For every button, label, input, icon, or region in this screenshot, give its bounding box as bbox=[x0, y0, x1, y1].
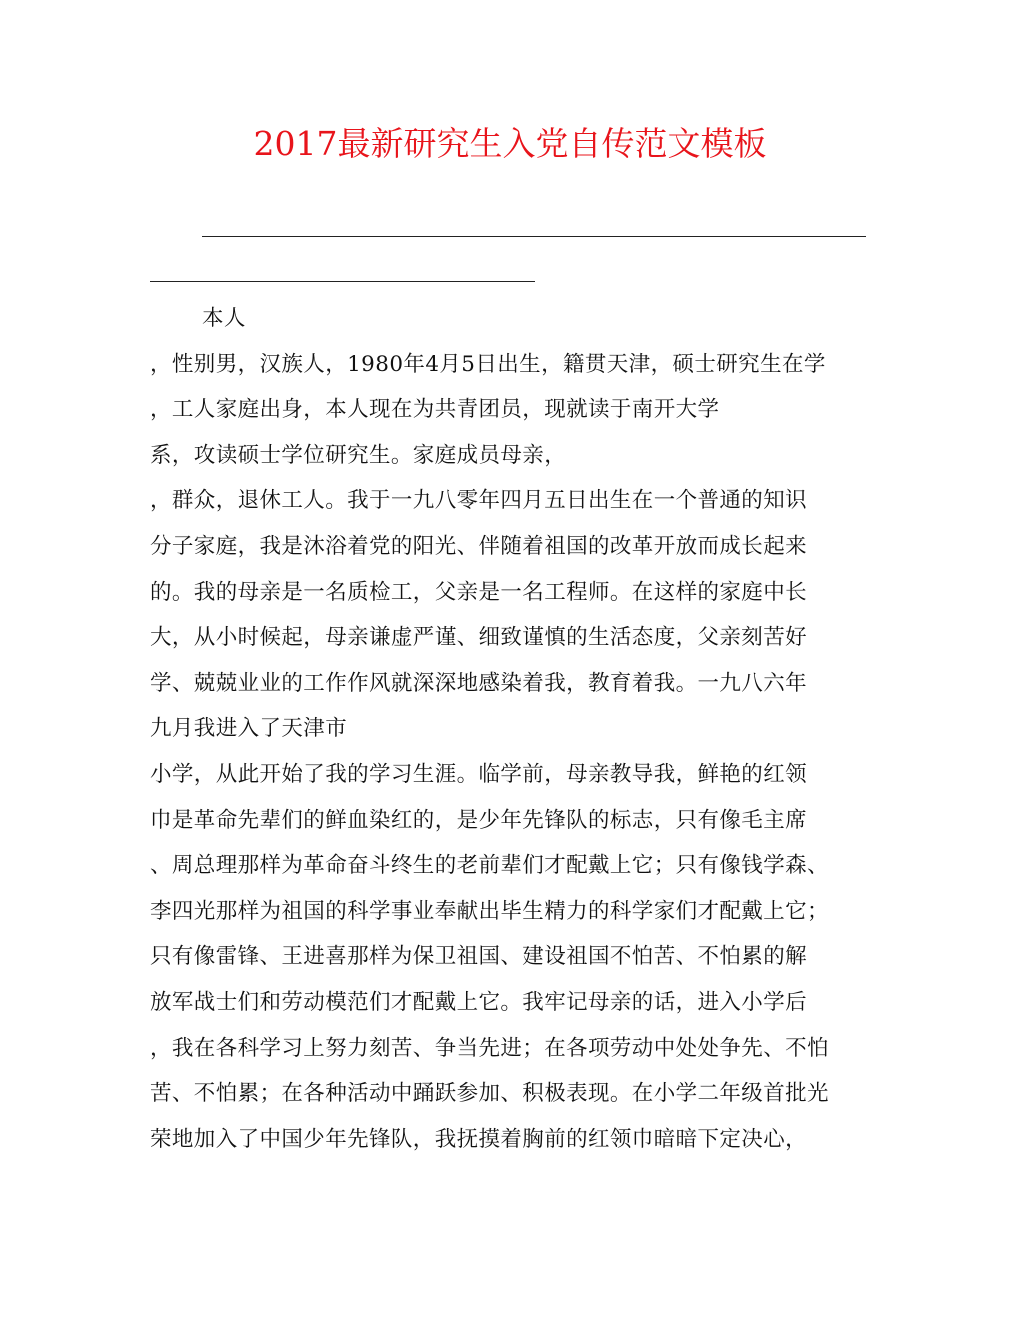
document-title: 2017最新研究生入党自传范文模板 bbox=[253, 124, 767, 163]
body-line: 只有像雷锋、王进喜那样为保卫祖国、建设祖国不怕苦、不怕累的解 bbox=[150, 944, 808, 970]
blank-underline-1 bbox=[202, 236, 866, 237]
body-line: 、周总理那样为革命奋斗终生的老前辈们才配戴上它；只有像钱学森、 bbox=[150, 853, 829, 879]
body-line: 学、兢兢业业的工作作风就深深地感染着我，教育着我。一九八六年 bbox=[150, 670, 808, 696]
body-line: 九月我进入了天津市 bbox=[150, 716, 348, 742]
body-line: ，群众，退休工人。我于一九八零年四月五日出生在一个普通的知识 bbox=[150, 488, 808, 514]
body-line: 荣地加入了中国少年先锋队，我抚摸着胸前的红领巾暗暗下定决心， bbox=[150, 1126, 808, 1152]
body-line: 大，从小时候起，母亲谦虚严谨、细致谨慎的生活态度，父亲刻苦好 bbox=[150, 625, 808, 651]
body-line: 苦、不怕累；在各种活动中踊跃参加、积极表现。在小学二年级首批光 bbox=[150, 1081, 829, 1107]
body-line: 李四光那样为祖国的科学事业奉献出毕生精力的科学家们才配戴上它； bbox=[150, 898, 829, 924]
body-line: 系，攻读硕士学位研究生。家庭成员母亲， bbox=[150, 442, 567, 468]
body-line: 巾是革命先辈们的鲜血染红的，是少年先锋队的标志，只有像毛主席 bbox=[150, 807, 808, 833]
document-body bbox=[150, 296, 870, 1162]
body-line: 分子家庭，我是沐浴着党的阳光、伴随着祖国的改革开放而成长起来 bbox=[150, 533, 808, 559]
body-line: ，工人家庭出身，本人现在为共青团员，现就读于南开大学 bbox=[150, 397, 720, 423]
body-line: ，我在各科学习上努力刻苦、争当先进；在各项劳动中处处争先、不怕 bbox=[150, 1035, 829, 1061]
body-line: 的。我的母亲是一名质检工，父亲是一名工程师。在这样的家庭中长 bbox=[150, 579, 808, 605]
body-line: 放军战士们和劳动模范们才配戴上它。我牢记母亲的话，进入小学后 bbox=[150, 989, 808, 1015]
body-line: ，性别男，汉族人，1980年4月5日出生，籍贯天津，硕士研究生在学 bbox=[150, 351, 826, 377]
blank-underline-2 bbox=[150, 281, 535, 282]
body-line: 本人 bbox=[202, 306, 246, 331]
body-line: 小学，从此开始了我的学习生涯。临学前，母亲教导我，鲜艳的红领 bbox=[150, 761, 808, 787]
